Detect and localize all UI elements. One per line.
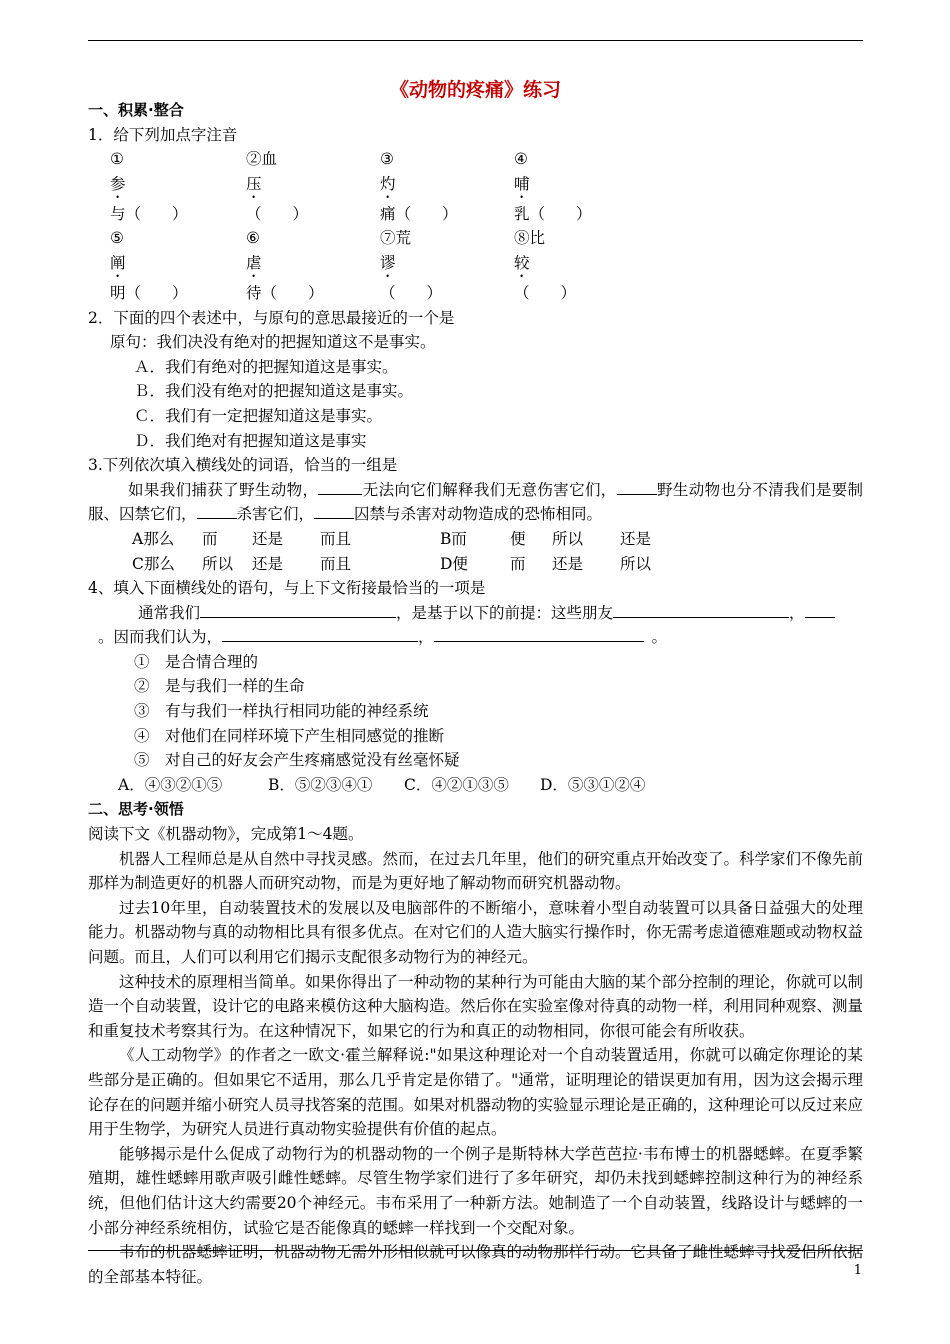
q1-item: ②血压（ ） [246, 150, 309, 223]
q3-choices-row1: A那么 而 还是 而且 B而 便 所以 还是 [132, 529, 652, 548]
footer-rule [88, 1250, 863, 1251]
q4-item-3: ③ 有与我们一样执行相同功能的神经系统 [134, 702, 429, 721]
reading-paragraph: 机器人工程师总是从自然中寻找灵感。然而，在过去几年里，他们的研究重点开始改变了。科学家们不像先前那样为制造更好的机器人而研究动物，而是为更好地了解动物而研究机器动物。 [88, 849, 864, 893]
q3-choices-row2: C那么 所以 还是 而且 D便 而 还是 所以 [132, 554, 652, 573]
reading-paragraph: 韦布的机器蟋蟀证明，机器动物无需外形相似就可以像真的动物那样行动。它具备了雌性蟋蟀寻找爱侣所依据的全部基本特征。 [88, 1243, 864, 1286]
q1-row1 [88, 147, 863, 226]
page-number: 1 [853, 1263, 862, 1278]
reading-paragraph: 能够揭示是什么促成了动物行为的机器动物的一个例子是斯特林大学芭芭拉·韦布博士的机器蟋蟀。在夏季繁殖期，雄性蟋蟀用歌声吸引雌性蟋蟀。尽管生物学家们进行了多年研究，却仍未找到蟋蟀控制这种行为的神经系统，但他们估计这大约需要20个神经元。韦布采用了一种新方法。她制造了一个自动装置，线路设计与蟋蟀的一小部分神经系统相仿，试验它是否能像真的蟋蟀一样找到一个交配对象。 [88, 1144, 863, 1237]
q3-stem: 3.下列依次填入横线处的词语，恰当的一组是 [88, 456, 398, 475]
section1-heading: 一、积累·整合 [88, 101, 184, 119]
q4-item-2: ② 是与我们一样的生命 [134, 677, 305, 696]
q2-option-d: Ｄ．我们绝对有把握知道这是事实 [134, 431, 367, 450]
q2-option-b: Ｂ．我们没有绝对的把握知道这是事实。 [134, 382, 414, 401]
q1-item: ⑧比较（ ） [514, 229, 577, 302]
q4-passage-line2: 。因而我们认为， ， 。 [98, 628, 668, 647]
page-title: 《动物的疼痛》练习 [389, 79, 561, 101]
q2-original: 原句：我们决没有绝对的把握知道这不是事实。 [110, 333, 436, 352]
q1-item: ③灼痛（ ） [380, 150, 458, 223]
q1-item: ⑥虐待（ ） [246, 229, 324, 302]
q4-item-5: ⑤ 对自己的好友会产生疼痛感觉没有丝毫怀疑 [134, 751, 460, 770]
q1-item: ①参与（ ） [110, 150, 188, 223]
worksheet-body [88, 98, 863, 1289]
q4-stem: 4、填入下面横线处的语句，与上下文衔接最恰当的一项是 [88, 579, 486, 598]
q4-item-4: ④ 对他们在同样环境下产生相同感觉的推断 [134, 726, 445, 745]
q4-passage-line1: 通常我们 ，是基于以下的前提：这些朋友 ， [88, 601, 863, 626]
reading-intro: 阅读下文《机器动物》，完成第1～4题。 [88, 825, 364, 844]
reading-paragraph: 《人工动物学》的作者之一欧文·霍兰解释说:"如果这种理论对一个自动装置适用，你就可以确定你理论的某些部分是正确的。但如果它不适用，那么几乎肯定是你错了。"通常，证明理论的错误更加有用，因为这会揭示理论存在的问题并缩小研究人员寻找答案的范围。如果对机器动物的实验显示理论是正确的，这种理论可以反过来应用于生物学，为研究人员进行真动物实验提供有价值的起点。 [88, 1046, 864, 1139]
q2-option-c: Ｃ．我们有一定把握知道这是事实。 [134, 406, 383, 425]
reading-paragraph: 过去10年里，自动装置技术的发展以及电脑部件的不断缩小，意味着小型自动装置可以具备日益强大的处理能力。机器动物与真的动物相比具有很多优点。在对它们的人造大脑实行操作时，你无需考虑道德难题或动物权益问题。而且，人们可以利用它们揭示支配很多动物行为的神经元。 [88, 898, 864, 966]
q1-row2 [88, 226, 863, 305]
q3-passage: 如果我们捕获了野生动物， 无法向它们解释我们无意伤害它们， 野生动物也分不清我们是要制服、囚禁它们， 杀害它们， 囚禁与杀害对动物造成的恐怖相同。 [88, 480, 863, 524]
reading-paragraph: 这种技术的原理相当简单。如果你得出了一种动物的某种行为可能由大脑的某个部分控制的理论，你就可以制造一个自动装置，设计它的电路来模仿这种大脑构造。然后你在实验室像对待真的动物一样，利用同种观察、测量和重复技术考察其行为。在这种情况下，如果它的行为和真正的动物相同，你很可能会有所收获。 [88, 972, 864, 1040]
q4-answers: A．④③②①⑤ B．⑤②③④① C．④②①③⑤ D．⑤③①②④ [118, 775, 646, 794]
q1-item: ④哺乳（ ） [514, 150, 592, 223]
section2-heading: 二、思考·领悟 [88, 800, 184, 819]
q1-stem: 1．给下列加点字注音 [88, 125, 238, 144]
header-rule [88, 40, 863, 41]
q1-item: ⑦荒谬（ ） [380, 229, 443, 302]
q1-item: ⑤阐明（ ） [110, 229, 188, 302]
q2-stem: 2．下面的四个表述中，与原句的意思最接近的一个是 [88, 308, 455, 327]
q2-option-a: Ａ．我们有绝对的把握知道这是事实。 [134, 357, 398, 376]
q4-item-1: ① 是合情合理的 [134, 652, 259, 671]
